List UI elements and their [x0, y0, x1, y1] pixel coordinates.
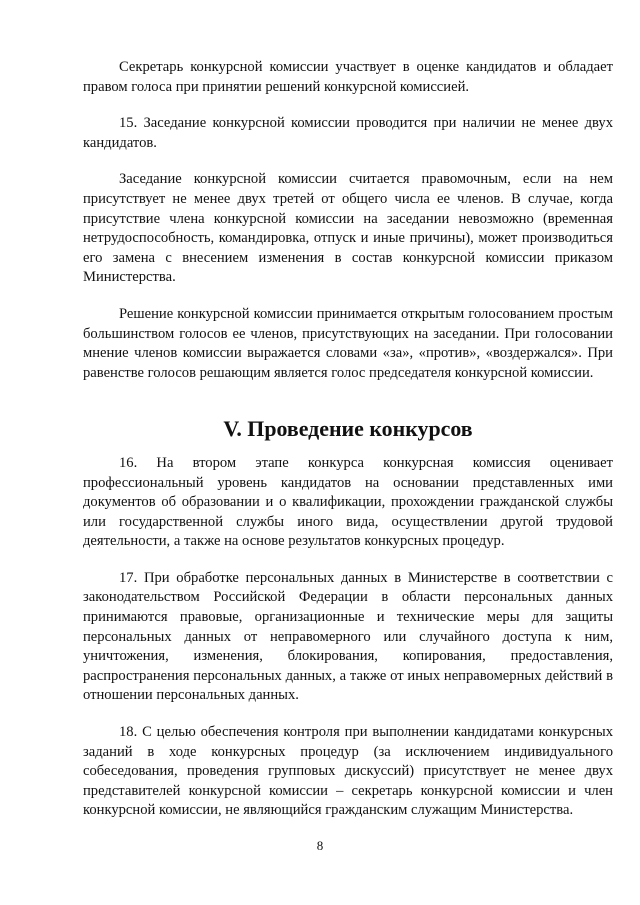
paragraph-voting-decision: Решение конкурсной комиссии принимается открытым голосованием простым большинством голосов ее членов, присутствующих на заседании. При голосовании мнение членов комиссии выражается словами «за», «против», «воздержался». При равенстве голосов решающим является голос председателя конкурсной комиссии.	[83, 305, 613, 381]
paragraph-15-quorum-candidates: 15. Заседание конкурсной комиссии проводится при наличии не менее двух кандидатов.	[83, 115, 613, 151]
paragraph-17-personal-data: 17. При обработке персональных данных в Министерстве в соответствии с законодательством Российской Федерации в области персональных данных принимаются правовые, организационные и технические меры для защиты персональных данных от неправомерного или случайного доступа к ним, уничтожения, изменения, блокирования, копирования, предоставления, распространения персональных данных, а также от иных неправомерных действий в отношении персональных данных.	[83, 569, 613, 704]
paragraph-16-second-stage: 16. На втором этапе конкурса конкурсная комиссия оценивает профессиональный уровень кандидатов на основании представленных ими документов об образовании и о квалификации, прохождении гражданской службы или государственной службы иного вида, осуществлении другой трудовой деятельности, а также на основе результатов конкурсных процедур.	[83, 454, 613, 550]
document-body	[83, 58, 613, 821]
page-number: 8	[316, 838, 324, 853]
paragraph-secretary-vote: Секретарь конкурсной комиссии участвует в оценке кандидатов и обладает правом голоса при принятии решений конкурсной комиссией.	[83, 59, 613, 95]
section-title: V. Проведение конкурсов	[223, 416, 473, 442]
paragraph-18-control: 18. С целью обеспечения контроля при выполнении кандидатами конкурсных заданий в ходе конкурсных процедур (за исключением индивидуального собеседования, проведения групповых дискуссий) присутствует не менее двух представителей конкурсной комиссии – секретарь конкурсной комиссии и член конкурсной комиссии, не являющийся гражданским служащим Министерства.	[83, 724, 613, 819]
paragraph-meeting-validity: Заседание конкурсной комиссии считается правомочным, если на нем присутствует не менее двух третей от общего числа ее членов. В случае, когда присутствие члена конкурсной комиссии на заседании невозможно (временная нетрудоспособность, командировка, отпуск и иные причины), может производиться его замена с внесением изменения в состав конкурсной комиссии приказом Министерства.	[83, 171, 613, 286]
